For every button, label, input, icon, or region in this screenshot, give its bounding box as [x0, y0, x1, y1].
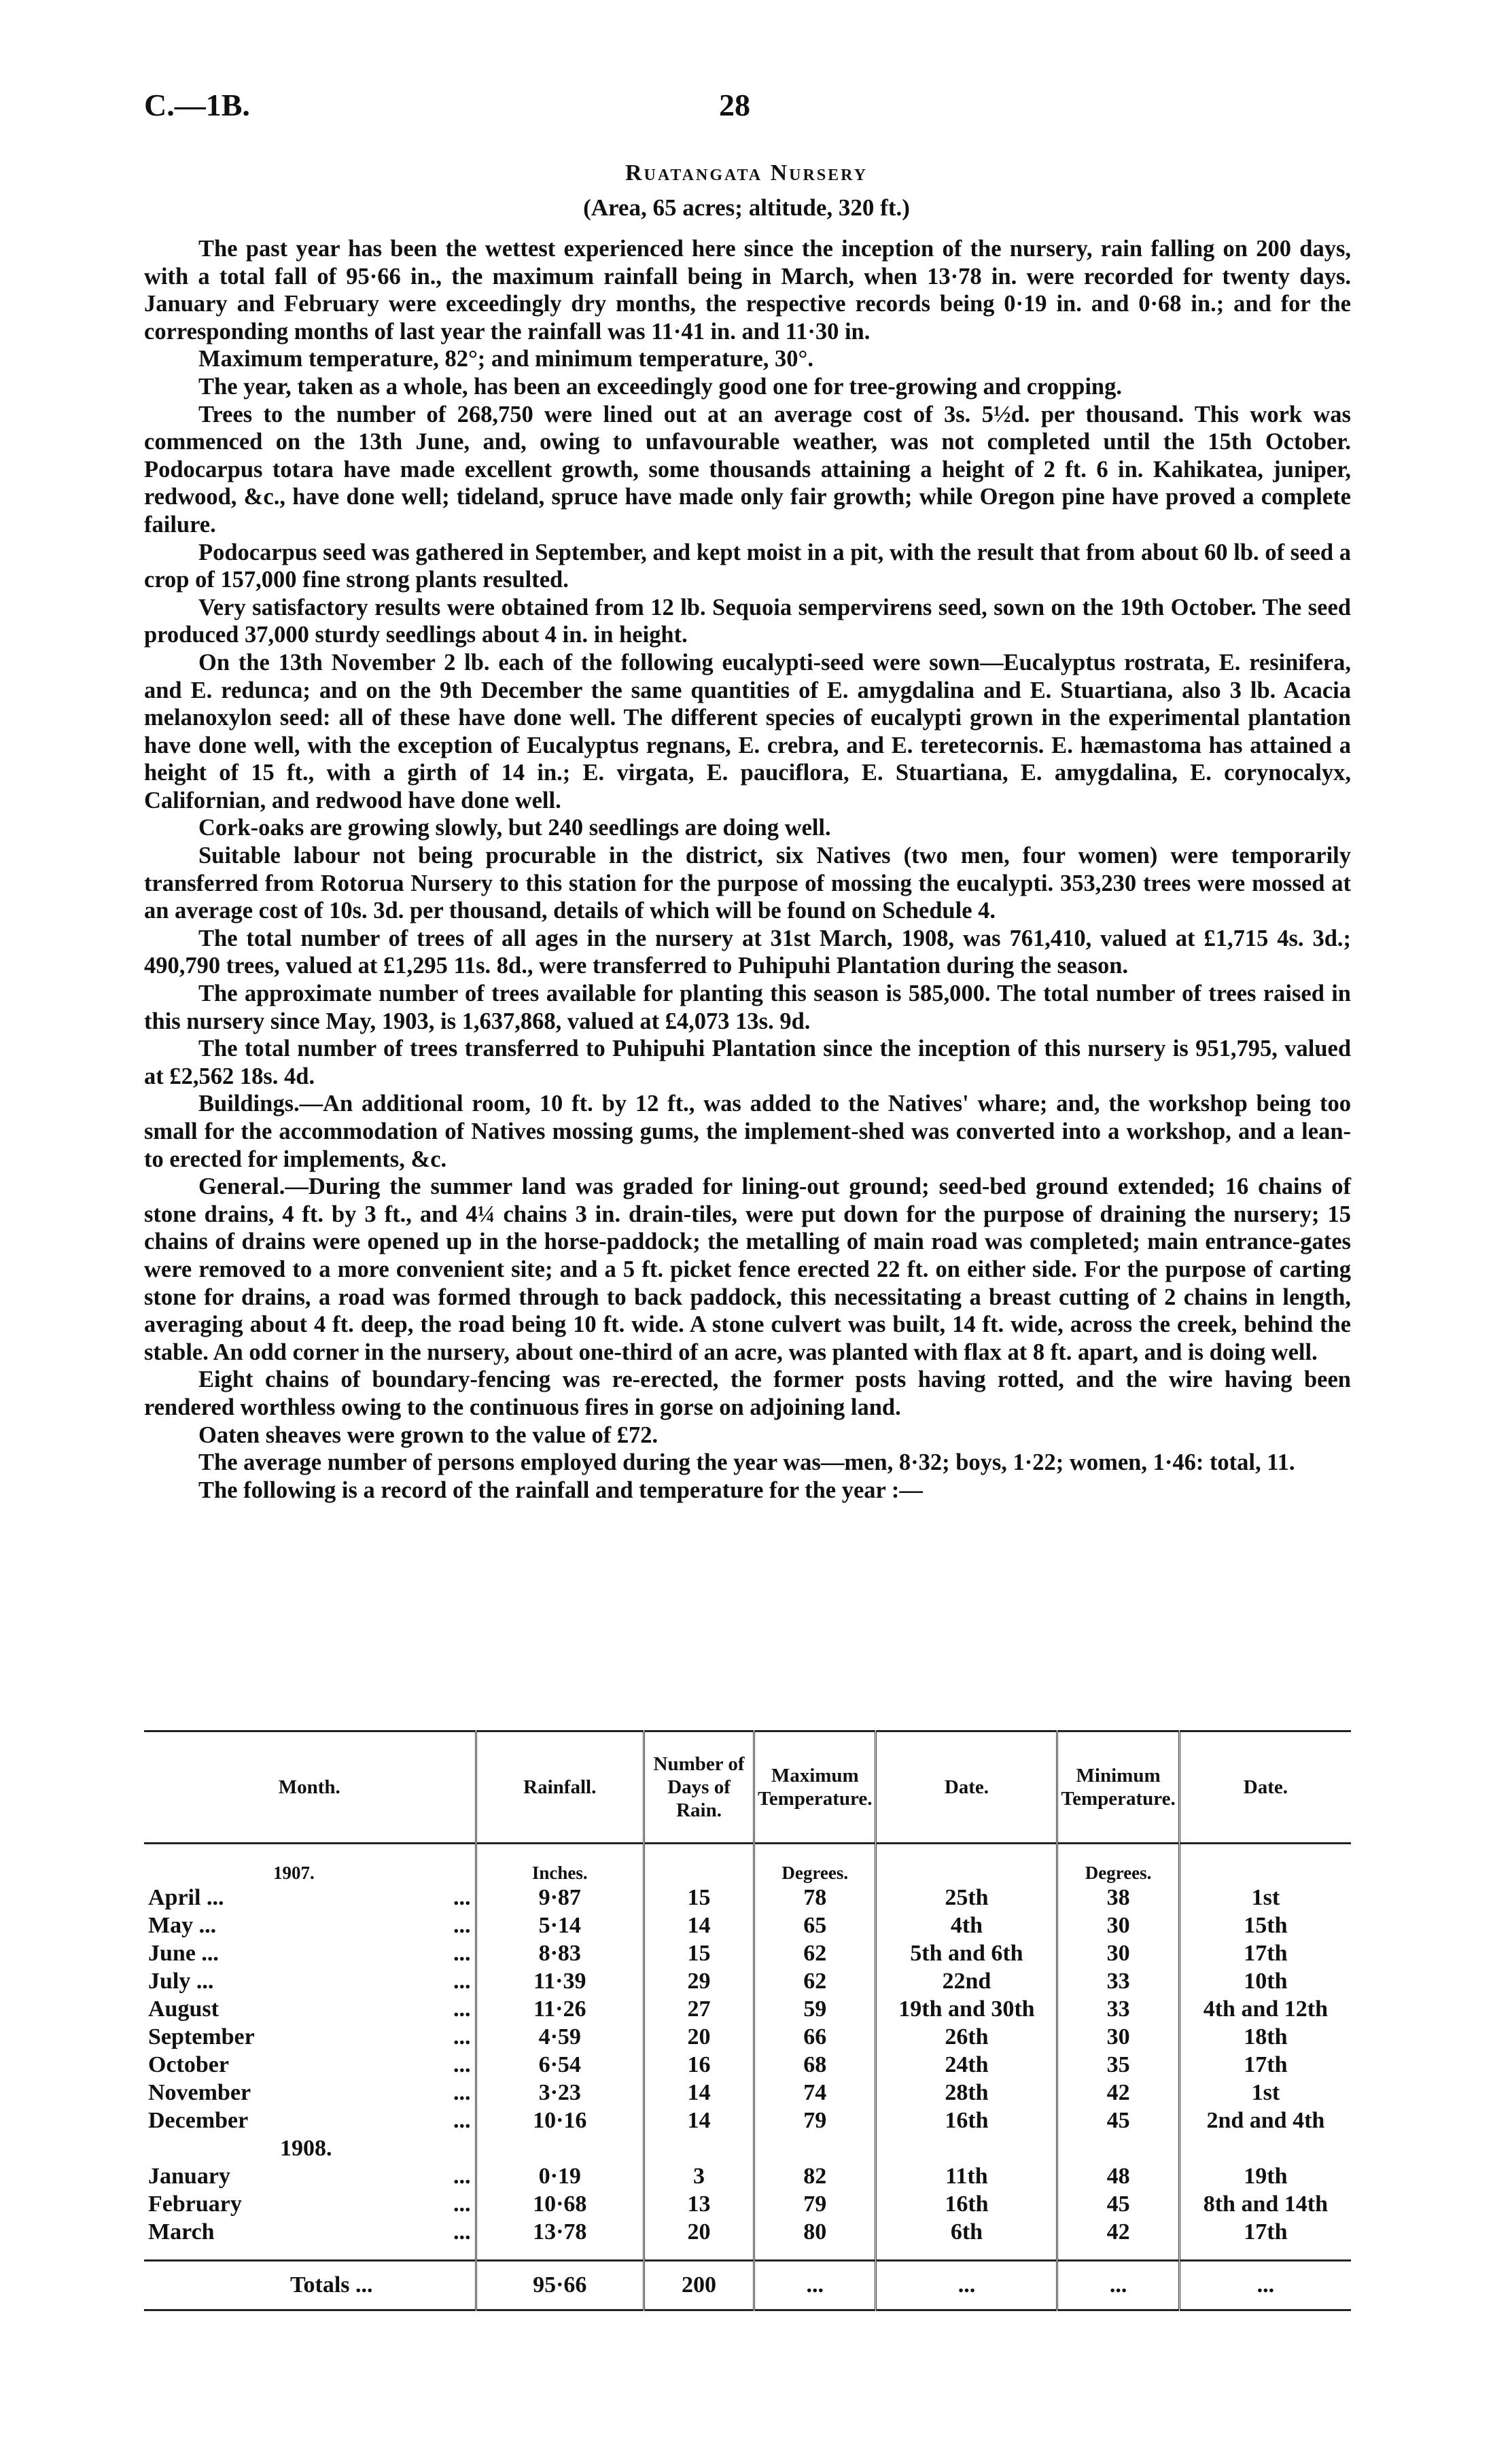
cell-min-date: 17th — [1179, 2051, 1351, 2079]
cell-min-date: 10th — [1179, 1967, 1351, 1995]
header-max-temperature: Maximum Temperature. — [754, 1731, 876, 1844]
table-row — [144, 2023, 1351, 2051]
cell-max: 82 — [754, 2162, 876, 2190]
table-row — [144, 2162, 1351, 2190]
paragraph-temperature: Maximum temperature, 82°; and minimum temperature, 30°. — [198, 346, 813, 372]
cell-rainfall: 8·83 — [476, 1939, 644, 1967]
table-unit-row — [144, 1858, 1351, 1884]
cell-min: 42 — [1057, 2079, 1179, 2107]
cell-min-date: 15th — [1179, 1912, 1351, 1939]
section-subtitle: (Area, 65 acres; altitude, 320 ft.) — [583, 194, 910, 221]
cell-max: 79 — [754, 2107, 876, 2134]
paragraph-general: General.—During the summer land was graded for lining-out ground; seed-bed ground extended; 16 chains of stone drains, 4 ft. by 3 ft., and 4¼ chains 3 in. drain-tiles, were put down for the purpose of draining the nursery; 15 chains of drains were opened up in the horse-paddock; the metalling of main road was completed; main entrance-gates were removed to a more convenient site; and a 5 ft. picket fence erected 22 ft. on either side. For the purpose of carting stone for drains, a road was formed through to back paddock, this necessitating a breast cutting of 2 chains in length, averaging about 4 ft. deep, the road being 10 ft. wide. A stone culvert was built, 14 ft. wide, across the creek, behind the stable. An odd corner in the nursery, about one-third of an acre, was planted with flax at 8 ft. apart, and is doing well. — [144, 1174, 1351, 1365]
leader-dots: ... — [453, 2163, 471, 2189]
leader-dots: ... — [453, 2191, 471, 2217]
unit-max-temperature: Degrees. — [754, 1858, 876, 1884]
cell-rainfall: 4·59 — [476, 2023, 644, 2051]
cell-max-date: 16th — [876, 2190, 1057, 2218]
month-name: July ... — [148, 1968, 214, 1994]
paragraph-fencing: Eight chains of boundary-fencing was re-erected, the former posts having rotted, and the wire having been rendered worthless owing to the continuous fires in gorse on adjoining land. — [144, 1367, 1351, 1420]
cell-max: 66 — [754, 2023, 876, 2051]
cell-rainfall: 10·16 — [476, 2107, 644, 2134]
table-row — [144, 2190, 1351, 2218]
cell-max: 80 — [754, 2218, 876, 2246]
month-name: January — [148, 2163, 230, 2189]
table-year-row — [144, 2134, 1351, 2162]
cell-max: 62 — [754, 1939, 876, 1967]
paragraph-year-summary: The year, taken as a whole, has been an exceedingly good one for tree-growing and cropping. — [198, 373, 1122, 400]
cell-min-date: 17th — [1179, 1939, 1351, 1967]
cell-min: 30 — [1057, 1912, 1179, 1939]
cell-days: 14 — [644, 2079, 754, 2107]
cell-rainfall: 11·26 — [476, 1995, 644, 2023]
cell-days: 15 — [644, 1884, 754, 1912]
cell-days: 15 — [644, 1939, 754, 1967]
paragraph-transferred-trees: The total number of trees transferred to Puhipuhi Plantation since the inception of this nursery is 951,795, valued at £2,562 18s. 4d. — [144, 1036, 1351, 1089]
table-row — [144, 1912, 1351, 1939]
month-name: December — [148, 2107, 249, 2133]
totals-row — [144, 2261, 1351, 2310]
table-row — [144, 1967, 1351, 1995]
cell-max: 68 — [754, 2051, 876, 2079]
cell-min-date: 18th — [1179, 2023, 1351, 2051]
month-cell — [144, 2051, 476, 2079]
paragraph-trees-lined-out: Trees to the number of 268,750 were lined out at an average cost of 3s. 5½d. per thousand. This work was commenced on the 13th June, and, owing to unfavourable weather, was not completed until the 15th October. Podocarpus totara have made excellent growth, some thousands attaining a height of 2 ft. 6 in. Kahikatea, juniper, redwood, &c., have done well; tideland, spruce have made only fair growth; while Oregon pine have proved a complete failure. — [144, 401, 1351, 538]
rainfall-temperature-table — [144, 1730, 1351, 2311]
header-month: Month. — [144, 1731, 476, 1844]
table-row — [144, 2218, 1351, 2246]
table-row — [144, 1995, 1351, 2023]
month-name: May ... — [148, 1912, 217, 1938]
totals-label: Totals ... — [144, 2261, 476, 2310]
table-row — [144, 2079, 1351, 2107]
paragraph-available-trees: The approximate number of trees available for planting this season is 585,000. The total number of trees raised in this nursery since May, 1903, is 1,637,868, valued at £4,073 13s. 9d. — [144, 981, 1351, 1034]
month-name: March — [148, 2219, 215, 2245]
cell-rainfall: 11·39 — [476, 1967, 644, 1995]
rows-1908 — [144, 2162, 1351, 2246]
cell-rainfall: 3·23 — [476, 2079, 644, 2107]
cell-min: 48 — [1057, 2162, 1179, 2190]
cell-days: 27 — [644, 1995, 754, 2023]
leader-dots: ... — [453, 1968, 471, 1994]
cell-min-date: 17th — [1179, 2218, 1351, 2246]
month-cell — [144, 2107, 476, 2134]
cell-min: 45 — [1057, 2107, 1179, 2134]
cell-days: 14 — [644, 1912, 754, 1939]
cell-rainfall: 10·68 — [476, 2190, 644, 2218]
cell-min: 35 — [1057, 2051, 1179, 2079]
leader-dots: ... — [453, 2052, 471, 2077]
totals-days: 200 — [644, 2261, 754, 2310]
cell-min: 33 — [1057, 1995, 1179, 2023]
paragraph-total-trees: The total number of trees of all ages in the nursery at 31st March, 1908, was 761,410, valued at £1,715 4s. 3d.; 490,790 trees, valued at £1,295 11s. 8d., were transferred to Puhipuhi Plantation during the season. — [144, 925, 1351, 979]
paragraph-table-intro: The following is a record of the rainfall and temperature for the year :— — [198, 1477, 923, 1503]
cell-min: 30 — [1057, 1939, 1179, 1967]
month-cell — [144, 2079, 476, 2107]
cell-min: 45 — [1057, 2190, 1179, 2218]
unit-rainfall: Inches. — [476, 1858, 644, 1884]
month-cell — [144, 2190, 476, 2218]
cell-max-date: 22nd — [876, 1967, 1057, 1995]
month-cell — [144, 2023, 476, 2051]
month-cell — [144, 1939, 476, 1967]
cell-rainfall: 5·14 — [476, 1912, 644, 1939]
leader-dots: ... — [453, 1912, 471, 1938]
leader-dots: ... — [453, 1940, 471, 1966]
cell-max: 78 — [754, 1884, 876, 1912]
cell-min-date: 2nd and 4th — [1179, 2107, 1351, 2134]
header-min-date: Date. — [1179, 1731, 1351, 1844]
month-cell — [144, 2218, 476, 2246]
rows-1907 — [144, 1884, 1351, 2134]
cell-min-date: 8th and 14th — [1179, 2190, 1351, 2218]
paragraph-podocarpus-seed: Podocarpus seed was gathered in September, and kept moist in a pit, with the result that from about 60 lb. of seed a crop of 157,000 fine strong plants resulted. — [144, 539, 1351, 593]
paragraph-persons-employed: The average number of persons employed during the year was—men, 8·32; boys, 1·22; women, 1·46: total, 11. — [198, 1449, 1295, 1476]
leader-dots: ... — [453, 2079, 471, 2105]
cell-days: 29 — [644, 1967, 754, 1995]
paragraph-sequoia: Very satisfactory results were obtained from 12 lb. Sequoia sempervirens seed, sown on the 19th October. The seed produced 37,000 sturdy seedlings about 4 in. in height. — [144, 594, 1351, 648]
unit-min-temperature: Degrees. — [1057, 1858, 1179, 1884]
leader-dots: ... — [453, 2107, 471, 2133]
totals-max: ... — [754, 2261, 876, 2310]
cell-min-date: 4th and 12th — [1179, 1995, 1351, 2023]
cell-max-date: 11th — [876, 2162, 1057, 2190]
cell-days: 20 — [644, 2023, 754, 2051]
header-rainfall: Rainfall. — [476, 1731, 644, 1844]
cell-max-date: 24th — [876, 2051, 1057, 2079]
cell-max: 79 — [754, 2190, 876, 2218]
cell-max: 65 — [754, 1912, 876, 1939]
leader-dots: ... — [453, 2024, 471, 2049]
paragraph-eucalypti: On the 13th November 2 lb. each of the following eucalypti-seed were sown—Eucalyptus rostrata, E. resinifera, and E. redunca; and on the 9th December the same quantities of E. amygdalina and E. Stuartiana, also 3 lb. Acacia melanoxylon seed: all of these have done well. The different species of eucalypti grown in the experimental plantation have done well, with the exception of Eucalyptus regnans, E. crebra, and E. teretecornis. E. hæmastoma has attained a height of 15 ft., with a girth of 14 in.; E. virgata, E. pauciflora, E. Stuartiana, E. amygdalina, E. corynocalyx, Californian, and redwood have done well. — [144, 649, 1351, 813]
paragraph-buildings: Buildings.—An additional room, 10 ft. by 12 ft., was added to the Natives' whare; and, the workshop being too small for the accommodation of Natives mossing gums, the implement-shed was converted into a workshop, and a lean-to erected for implements, &c. — [144, 1091, 1351, 1172]
totals-max-date: ... — [876, 2261, 1057, 2310]
paragraph-cork-oaks: Cork-oaks are growing slowly, but 240 seedlings are doing well. — [198, 815, 831, 841]
cell-min: 38 — [1057, 1884, 1179, 1912]
cell-rainfall: 0·19 — [476, 2162, 644, 2190]
header-min-temperature: Minimum Temperature. — [1057, 1731, 1179, 1844]
month-cell — [144, 1884, 476, 1912]
leader-dots: ... — [453, 2219, 471, 2245]
year-label-1907: 1907. — [273, 1863, 315, 1883]
table-row — [144, 1939, 1351, 1967]
cell-max: 59 — [754, 1995, 876, 2023]
cell-min: 33 — [1057, 1967, 1179, 1995]
month-name: February — [148, 2191, 242, 2217]
table-row — [144, 2051, 1351, 2079]
month-name: August — [148, 1996, 219, 2022]
header-max-date: Date. — [876, 1731, 1057, 1844]
cell-rainfall: 6·54 — [476, 2051, 644, 2079]
cell-days: 14 — [644, 2107, 754, 2134]
cell-max-date: 25th — [876, 1884, 1057, 1912]
page-header-reference: C.—1B. — [144, 88, 250, 122]
page-number: 28 — [719, 88, 750, 122]
cell-days: 16 — [644, 2051, 754, 2079]
cell-max-date: 28th — [876, 2079, 1057, 2107]
cell-min-date: 1st — [1179, 2079, 1351, 2107]
cell-days: 20 — [644, 2218, 754, 2246]
month-cell — [144, 1995, 476, 2023]
cell-days: 13 — [644, 2190, 754, 2218]
month-name: October — [148, 2052, 229, 2077]
paragraph-rainfall: The past year has been the wettest experienced here since the inception of the nursery, rain falling on 200 days, with a total fall of 95·66 in., the maximum rainfall being in March, when 13·78 in. were recorded for twenty days. January and February were exceedingly dry months, the respective records being 0·19 in. and 0·68 in.; and for the corresponding months of last year the rainfall was 11·41 in. and 11·30 in. — [144, 236, 1351, 345]
table-row — [144, 2107, 1351, 2134]
cell-max-date: 5th and 6th — [876, 1939, 1057, 1967]
cell-max-date: 6th — [876, 2218, 1057, 2246]
table-row — [144, 1884, 1351, 1912]
month-cell — [144, 1912, 476, 1939]
cell-min-date: 1st — [1179, 1884, 1351, 1912]
report-body — [144, 235, 1351, 1504]
cell-max-date: 4th — [876, 1912, 1057, 1939]
header-days-of-rain: Number of Days of Rain. — [644, 1731, 754, 1844]
totals-min: ... — [1057, 2261, 1179, 2310]
leader-dots: ... — [453, 1884, 471, 1910]
cell-max-date: 19th and 30th — [876, 1995, 1057, 2023]
cell-max-date: 26th — [876, 2023, 1057, 2051]
month-name: November — [148, 2079, 251, 2105]
cell-min: 42 — [1057, 2218, 1179, 2246]
month-name: April ... — [148, 1884, 224, 1910]
cell-rainfall: 9·87 — [476, 1884, 644, 1912]
section-title: Ruatangata Nursery — [625, 160, 868, 186]
cell-max: 74 — [754, 2079, 876, 2107]
cell-days: 3 — [644, 2162, 754, 2190]
table-header-row — [144, 1731, 1351, 1844]
year-label-1908: 1908. — [280, 2135, 332, 2161]
totals-rainfall: 95·66 — [476, 2261, 644, 2310]
month-name: June ... — [148, 1940, 219, 1966]
leader-dots: ... — [453, 1996, 471, 2022]
cell-rainfall: 13·78 — [476, 2218, 644, 2246]
paragraph-labour: Suitable labour not being procurable in the district, six Natives (two men, four women) were temporarily transferred from Rotorua Nursery to this station for the purpose of mossing the eucalypti. 353,230 trees were mossed at an average cost of 10s. 3d. per thousand, details of which will be found on Schedule 4. — [144, 843, 1351, 924]
cell-min: 30 — [1057, 2023, 1179, 2051]
month-name: September — [148, 2024, 255, 2049]
cell-max-date: 16th — [876, 2107, 1057, 2134]
cell-max: 62 — [754, 1967, 876, 1995]
month-cell — [144, 1967, 476, 1995]
month-cell — [144, 2162, 476, 2190]
cell-min-date: 19th — [1179, 2162, 1351, 2190]
paragraph-oaten-sheaves: Oaten sheaves were grown to the value of £72. — [198, 1422, 658, 1448]
totals-min-date: ... — [1179, 2261, 1351, 2310]
